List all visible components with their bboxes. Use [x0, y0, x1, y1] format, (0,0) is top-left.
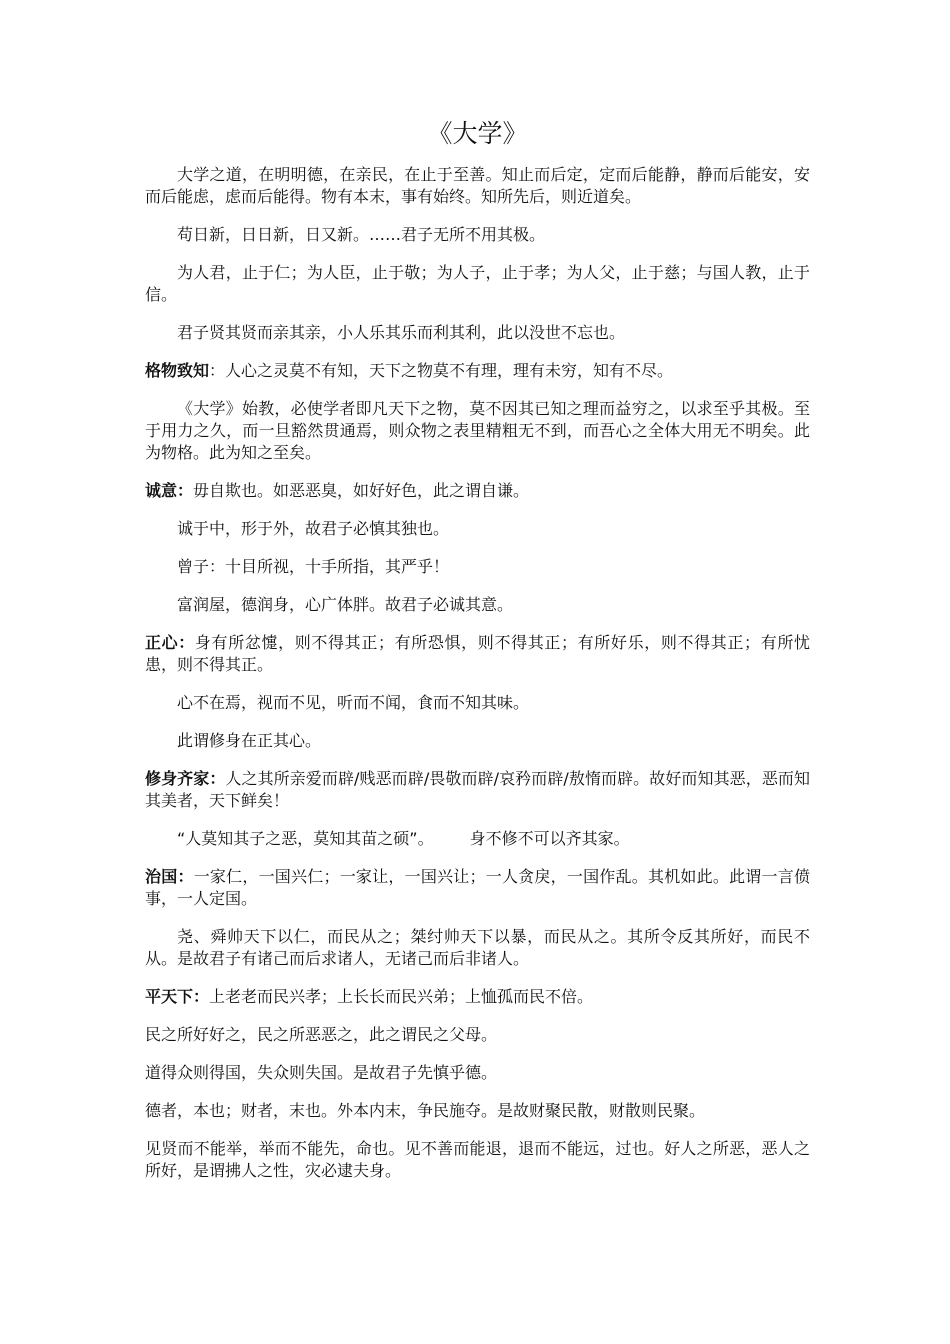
- paragraph-text: 身不修不可以齐其家。: [469, 829, 630, 848]
- document-body: [145, 164, 810, 1198]
- section-text: 身有所忿懥，则不得其正；有所恐惧，则不得其正；有所好乐，则不得其正；有所忧患，则不得其正。: [145, 633, 810, 674]
- document-title: 《大学》: [427, 119, 528, 148]
- paragraph: 民之所好好之，民之所恶恶之，此之谓民之父母。: [145, 1025, 498, 1044]
- section-text: ：人心之灵莫不有知，天下之物莫不有理，理有未穷，知有不尽。: [209, 361, 674, 380]
- paragraph: 曾子：十目所视，十手所指，其严乎！: [177, 557, 450, 576]
- paragraph: 诚于中，形于外，故君子必慎其独也。: [177, 519, 450, 538]
- section-zhengxin: [145, 632, 810, 676]
- paragraph: 富润屋，德润身，心广体胖。故君子必诚其意。: [177, 595, 514, 614]
- section-zhiguo: [145, 866, 810, 910]
- paragraph: 大学之道，在明明德，在亲民，在止于至善。知止而后定，定而后能静，静而后能安，安而后能虑，虑而后能得。物有本末，事有始终。知所先后，则近道矣。: [145, 165, 810, 206]
- paragraph: 此谓修身在正其心。: [177, 731, 322, 750]
- section-text: 上老老而民兴孝；上长长而民兴弟；上恤孤而民不倍。: [209, 987, 594, 1006]
- quote-text: “人莫知其子之恶，莫知其苗之硕”。: [177, 829, 434, 848]
- paragraph: 为人君，止于仁；为人臣，止于敬；为人子，止于孝；为人父，止于慈；与国人教，止于信。: [145, 263, 810, 304]
- section-text: 一家仁，一国兴仁；一家让，一国兴让；一人贪戾，一国作乱。其机如此。此谓一言偾事，一人定国。: [145, 867, 810, 908]
- paragraph: 《大学》始教，必使学者即凡天下之物，莫不因其已知之理而益穷之，以求至乎其极。至于用力之久，而一旦豁然贯通焉，则众物之表里精粗无不到，而吾心之全体大用无不明矣。此为物格。此为知之至矣。: [145, 399, 810, 462]
- paragraph: 德者，本也；财者，末也。外本内末，争民施夺。是故财聚民散，财散则民聚。: [145, 1101, 706, 1120]
- paragraph: 见贤而不能举，举而不能先，命也。见不善而能退，退而不能远，过也。好人之所恶，恶人之所好，是谓拂人之性，灾必逮夫身。: [145, 1139, 810, 1180]
- paragraph: 尧、舜帅天下以仁，而民从之；桀纣帅天下以暴，而民从之。其所令反其所好，而民不从。是故君子有诸己而后求诸人，无诸己而后非诸人。: [145, 927, 810, 968]
- section-chengyi: [145, 480, 810, 502]
- section-label: 诚意：: [145, 481, 194, 500]
- paragraph: [145, 828, 810, 850]
- section-xiushen-qijia: [145, 768, 810, 812]
- section-label: 治国：: [145, 867, 194, 886]
- paragraph: 道得众则得国，失众则失国。是故君子先慎乎德。: [145, 1063, 498, 1082]
- section-label: 修身齐家：: [145, 769, 226, 788]
- section-text: 毋自欺也。如恶恶臭，如好好色，此之谓自谦。: [193, 481, 530, 500]
- section-label: 平天下：: [145, 987, 210, 1006]
- paragraph: 君子贤其贤而亲其亲，小人乐其乐而利其利，此以没世不忘也。: [177, 323, 626, 342]
- paragraph: 心不在焉，视而不见，听而不闻，食而不知其味。: [177, 693, 530, 712]
- section-text: 人之其所亲爱而辟/贱恶而辟/畏敬而辟/哀矜而辟/敖惰而辟。故好而知其恶，恶而知其美者，天下鲜矣！: [145, 769, 810, 810]
- section-gewu-zhizhi: [145, 360, 810, 382]
- section-pingtianxia: [145, 986, 810, 1008]
- paragraph: 苟日新，日日新，日又新。……君子无所不用其极。: [177, 225, 546, 244]
- section-label: 格物致知: [145, 361, 210, 380]
- section-label: 正心：: [145, 633, 195, 652]
